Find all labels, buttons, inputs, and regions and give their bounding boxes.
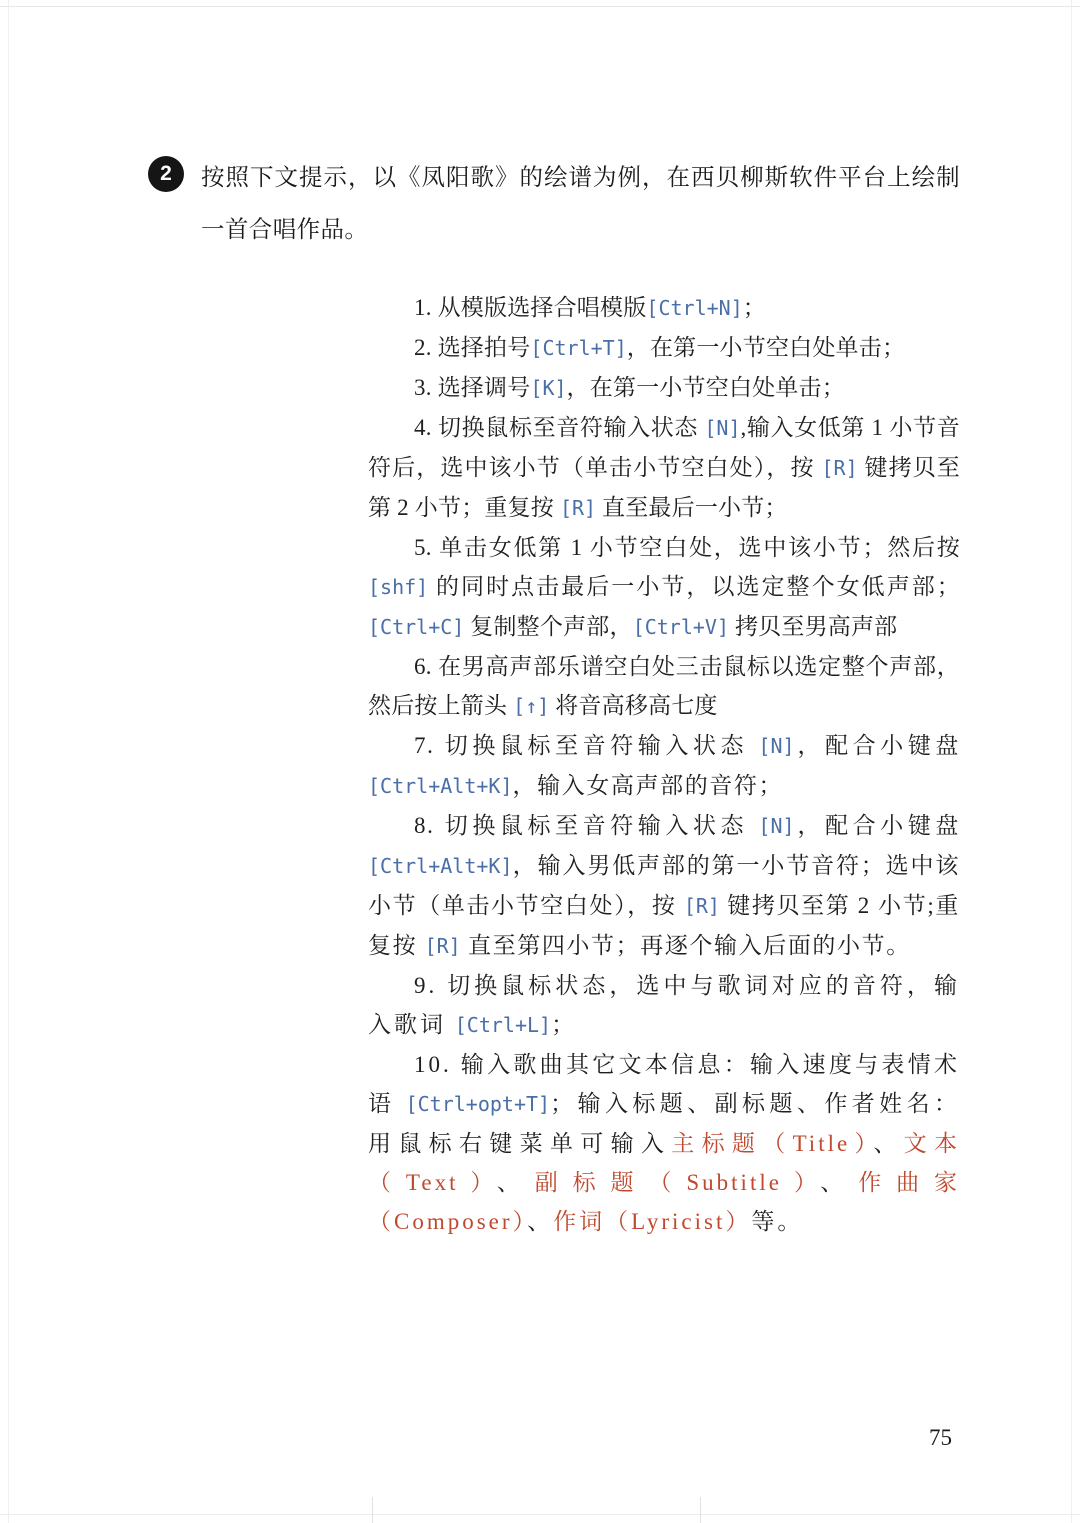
keyboard-shortcut: [R]	[683, 894, 720, 918]
highlighted-term: 副标题（Subtitle）	[534, 1170, 821, 1195]
keyboard-shortcut: [R]	[821, 456, 858, 480]
task-number-badge: 2	[148, 156, 184, 192]
instruction-step-list	[368, 288, 960, 1241]
step-text: ，配合小键盘	[794, 733, 960, 758]
step-text: ；	[551, 1012, 578, 1037]
instruction-step	[368, 288, 960, 328]
step-text: 直至最后一小节；	[596, 495, 788, 520]
instruction-step	[368, 368, 960, 408]
step-text: 、	[496, 1170, 535, 1195]
step-text: ；输入标题、副标题、作者姓名：用鼠标右键菜单可输入	[368, 1091, 960, 1156]
keyboard-shortcut: [Ctrl+V]	[632, 615, 730, 639]
step-text: 、	[820, 1170, 859, 1195]
step-text: 切换鼠标状态，选中与歌词对应的音符，输入歌词	[368, 973, 961, 1037]
step-number: 10.	[414, 1052, 461, 1077]
step-text: ，输入女高声部的音符；	[512, 773, 784, 798]
task-block	[148, 152, 960, 256]
step-text: 拷贝至男高声部	[729, 614, 898, 639]
fold-mark-right	[700, 1497, 701, 1523]
step-text: 从模版选择合唱模版	[437, 295, 647, 320]
keyboard-shortcut: [Ctrl+Alt+K]	[368, 854, 513, 878]
instruction-step	[368, 1045, 960, 1241]
task-description: 按照下文提示，以《凤阳歌》的绘谱为例，在西贝柳斯软件平台上绘制一首合唱作品。	[201, 165, 960, 243]
page-edge-right	[1071, 0, 1072, 1523]
step-text: 选择拍号	[437, 335, 531, 360]
step-text: 、	[527, 1209, 554, 1234]
keyboard-shortcut: [↑]	[513, 694, 550, 718]
task-row	[148, 152, 960, 256]
step-text-tail: ，在第一小节空白处单击；	[566, 375, 845, 400]
step-text: 将音高移高七度	[549, 693, 718, 718]
keyboard-shortcut: [shf]	[368, 575, 429, 599]
step-text: 切换鼠标至音符输入状态	[438, 415, 705, 440]
keyboard-shortcut: [N]	[704, 416, 741, 440]
instruction-step	[368, 528, 960, 647]
step-text: 输入歌曲其它文本信息：输入速度与表情术语	[368, 1052, 961, 1116]
step-text: 、	[873, 1131, 904, 1156]
keyboard-shortcut: [N]	[758, 814, 795, 838]
step-number: 5.	[414, 535, 440, 560]
step-number: 8.	[414, 813, 445, 838]
step-number: 4.	[414, 415, 439, 440]
keyboard-shortcut: [K]	[530, 376, 567, 400]
instruction-step	[368, 408, 960, 528]
keyboard-shortcut: [Ctrl+T]	[530, 336, 627, 360]
page-number: 75	[929, 1425, 952, 1450]
step-text: ,输入女低第 1 小节音符后，选中该小节（单击小节空白处），按	[368, 415, 960, 480]
step-text: 等。	[751, 1209, 804, 1234]
instruction-step	[368, 726, 960, 806]
step-text: ，输入男低声部的第一小节音符；选中该小节（单击小节空白处），按	[368, 853, 960, 918]
step-text: ，配合小键盘	[794, 813, 960, 838]
page-edge-top	[0, 6, 1080, 7]
step-text: 的同时点击最后一小节，以选定整个女低声部；	[428, 574, 960, 599]
step-number: 9.	[414, 973, 448, 998]
step-text: 复制整个声部，	[464, 614, 633, 639]
step-text-tail: ；	[742, 295, 766, 320]
highlighted-term: 作曲家（Composer）	[368, 1170, 961, 1234]
step-text: 直至第四小节；再逐个输入后面的小节。	[460, 933, 911, 958]
page-edge-left	[8, 0, 9, 1523]
fold-mark-left	[372, 1497, 373, 1523]
keyboard-shortcut: [Ctrl+C]	[368, 615, 465, 639]
page-edge-bottom	[0, 1514, 1080, 1515]
instruction-step	[368, 328, 960, 368]
step-text: 键拷贝至第 2 小节；重复按	[368, 455, 961, 520]
step-text-tail: ，在第一小节空白处单击；	[626, 335, 906, 360]
step-number: 6.	[414, 654, 439, 679]
step-number: 3.	[414, 375, 438, 400]
instruction-step	[368, 806, 960, 966]
keyboard-shortcut: [Ctrl+N]	[646, 296, 743, 320]
step-number: 1.	[414, 295, 438, 320]
keyboard-shortcut: [N]	[758, 734, 795, 758]
step-text: 键拷贝至第 2 小节;重复按	[368, 893, 960, 958]
keyboard-shortcut: [Ctrl+opt+T]	[405, 1092, 551, 1116]
highlighted-term: 作词（Lyricist）	[553, 1209, 752, 1234]
keyboard-shortcut: [R]	[559, 496, 597, 520]
highlighted-term: 文本（Text）	[368, 1131, 960, 1195]
step-text: 单击女低第 1 小节空白处，选中该小节；然后按	[439, 535, 960, 560]
keyboard-shortcut: [R]	[424, 934, 461, 958]
step-text: 切换鼠标至音符输入状态	[444, 733, 759, 758]
step-text: 选择调号	[437, 375, 531, 400]
keyboard-shortcut: [Ctrl+Alt+K]	[368, 774, 513, 798]
instruction-step	[368, 647, 960, 726]
step-text: 在男高声部乐谱空白处三击鼠标以选定整个声部，然后按上箭头	[368, 654, 960, 718]
step-number: 7.	[414, 733, 445, 758]
step-number: 2.	[414, 335, 438, 360]
instruction-step	[368, 966, 960, 1045]
step-text: 切换鼠标至音符输入状态	[444, 813, 759, 838]
highlighted-term: 主标题（Title）	[671, 1131, 874, 1156]
keyboard-shortcut: [Ctrl+L]	[454, 1013, 552, 1037]
